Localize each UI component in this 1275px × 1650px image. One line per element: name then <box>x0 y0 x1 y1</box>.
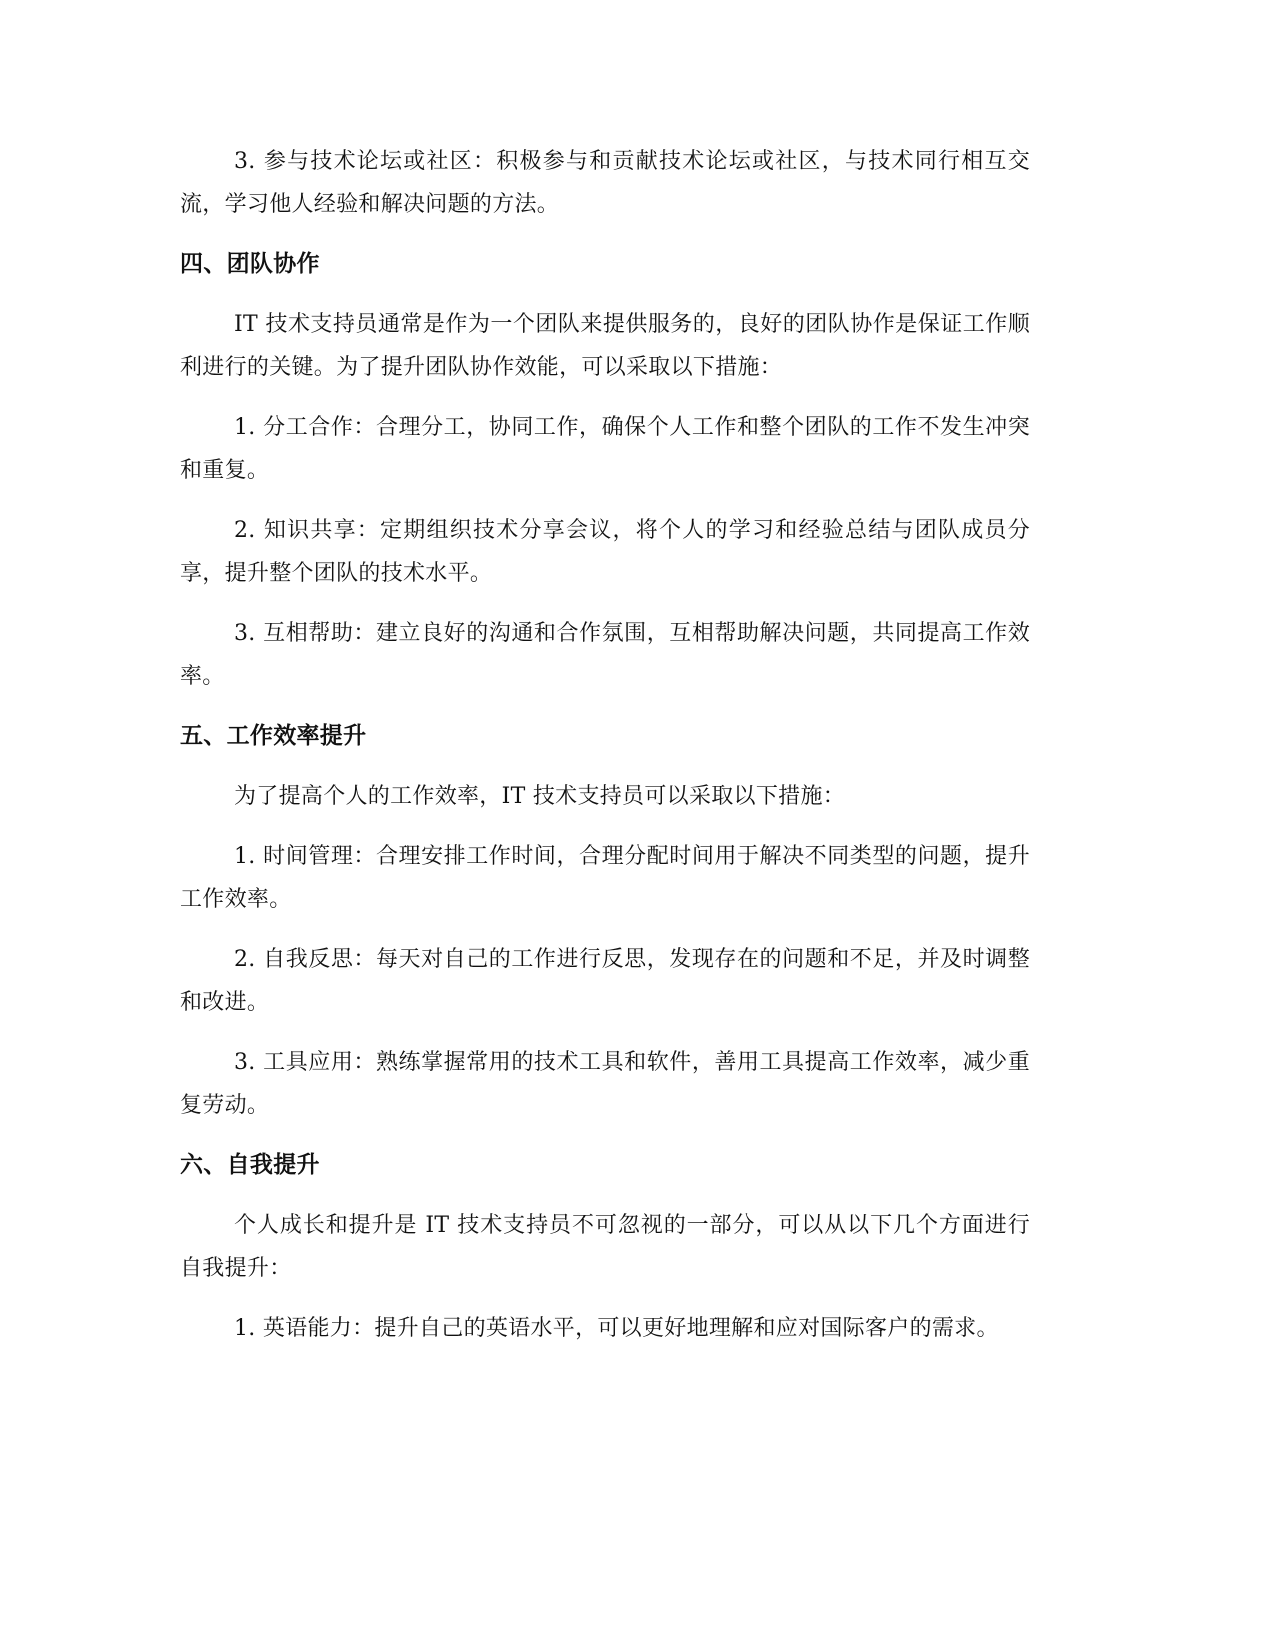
paragraph-self-improvement-intro: 个人成长和提升是 IT 技术支持员不可忽视的一部分，可以从以下几个方面进行自我提升： <box>180 1213 1030 1281</box>
list-item-time-management: 1. 时间管理：合理安排工作时间，合理分配时间用于解决不同类型的问题，提升工作效率。 <box>180 844 1030 912</box>
list-item-knowledge-sharing: 2. 知识共享：定期组织技术分享会议，将个人的学习和经验总结与团队成员分享，提升整个团队的技术水平。 <box>180 518 1030 586</box>
paragraph-efficiency-intro: 为了提高个人的工作效率，IT 技术支持员可以采取以下措施： <box>234 784 846 809</box>
list-item-tool-usage: 3. 工具应用：熟练掌握常用的技术工具和软件，善用工具提高工作效率，减少重复劳动。 <box>180 1050 1030 1118</box>
section-heading-team-collaboration: 四、团队协作 <box>180 251 320 277</box>
document-body <box>180 140 1030 1367</box>
list-item-english-ability: 1. 英语能力：提升自己的英语水平，可以更好地理解和应对国际客户的需求。 <box>234 1316 999 1341</box>
list-item-mutual-help: 3. 互相帮助：建立良好的沟通和合作氛围，互相帮助解决问题，共同提高工作效率。 <box>180 621 1030 689</box>
section-heading-efficiency: 五、工作效率提升 <box>180 723 367 749</box>
paragraph-team-intro: IT 技术支持员通常是作为一个团队来提供服务的，良好的团队协作是保证工作顺利进行的关键。为了提升团队协作效能，可以采取以下措施： <box>180 312 1030 380</box>
list-item-self-reflection: 2. 自我反思：每天对自己的工作进行反思，发现存在的问题和不足，并及时调整和改进。 <box>180 947 1030 1015</box>
list-item-division-of-labor: 1. 分工合作：合理分工，协同工作，确保个人工作和整个团队的工作不发生冲突和重复。 <box>180 415 1030 483</box>
paragraph-forum-participation: 3. 参与技术论坛或社区：积极参与和贡献技术论坛或社区，与技术同行相互交流，学习他人经验和解决问题的方法。 <box>180 149 1030 217</box>
section-heading-self-improvement: 六、自我提升 <box>180 1152 320 1178</box>
